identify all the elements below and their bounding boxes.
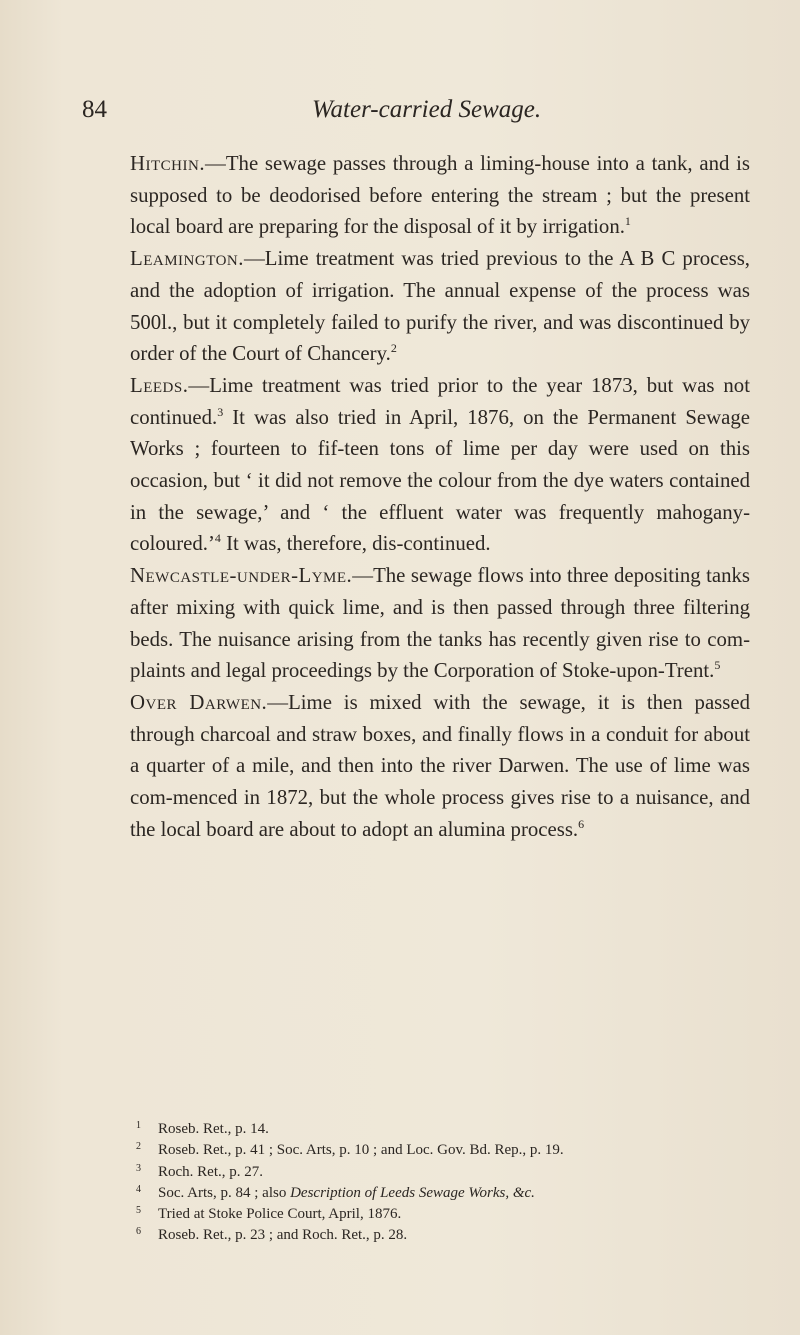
footnote-mark: 4 [136, 1183, 141, 1195]
footnote-mark: 2 [136, 1141, 141, 1153]
page-header [82, 96, 722, 136]
footnote-text: Roseb. Ret., p. 14. [158, 1121, 269, 1137]
footnote-ref: 1 [624, 214, 631, 229]
page-number: 84 [82, 96, 107, 123]
paragraph-text: —Lime is mixed with the sewage, it is then passed through charcoal and straw boxes, and finally flows in a conduit for about a quarter of a mile, and then into the river Darwen. The use of lime was com-menced in 1872, but the whole process gives rise to a nuisance, and the local board are about to adopt an alumina process. [130, 690, 750, 841]
footnote-text: Soc. Arts, p. 84 ; also [158, 1184, 291, 1201]
paragraph-text: —The sewage flows into three depositing tanks after mixing with quick lime, and is then passed through three filtering beds. The nuisance arising from the tanks has recently given rise to com-plaints and legal proceedings by the Corporation of Stoke-upon-Trent. [130, 564, 750, 683]
running-title: Water-carried Sewage. [312, 96, 542, 123]
footnote [136, 1160, 756, 1181]
place-heading: Hitchin. [130, 152, 206, 175]
footnote [136, 1117, 756, 1138]
place-heading: Over Darwen. [130, 690, 268, 714]
paragraph-text: It was, therefore, dis-continued. [220, 532, 491, 556]
footnote [136, 1202, 756, 1223]
paragraph-text: It was also tried in April, 1876, on the Permanent Sewage Works ; fourteen to fif-teen tons of lime per day were used on this occasion, but ‘ it did not remove the colour from the dye waters contained in the sewage,’ and ‘ the effluent water was frequently mahogany-coloured.’ [130, 405, 750, 556]
footnote-text: Tried at Stoke Police Court, April, 1876. [158, 1206, 402, 1223]
footnote [136, 1223, 756, 1244]
footnote-ref: 5 [714, 658, 721, 673]
footnote-italic-title: Description of Leeds Sewage Works, &c. [290, 1184, 535, 1201]
footnote [136, 1181, 756, 1202]
paragraph-hitchin [130, 148, 750, 243]
paragraph-leeds [130, 370, 750, 560]
footnote-mark: 1 [136, 1120, 141, 1131]
place-heading: Leeds. [130, 373, 189, 397]
body-text [130, 148, 750, 845]
paragraph-text: —Lime treatment was tried previous to the A B C process, and the adoption of irrigation. The annual expense of the process was 500l., but it completely failed to purify the river, and was discontinued by order of the Court of Chancery. [130, 247, 750, 366]
footnote-text: Roch. Ret., p. 27. [158, 1163, 263, 1180]
footnotes [136, 1117, 756, 1245]
footnote-mark: 3 [136, 1162, 141, 1174]
footnote-ref: 2 [390, 341, 397, 356]
paragraph-text: —Lime treatment was tried prior to the year 1873, but was not continued. [130, 373, 750, 429]
place-heading: Leamington. [130, 247, 244, 271]
footnote-ref: 4 [214, 531, 221, 546]
place-heading: Newcastle-under-Lyme. [130, 564, 353, 588]
footnote-ref: 3 [217, 404, 224, 419]
paragraph-text: —The sewage passes through a liming-house into a tank, and is supposed to be deodorised before entering the stream ; but the present local board are preparing for the disposal of it by irrigation. [130, 152, 750, 239]
footnote-mark: 6 [136, 1226, 141, 1238]
footnote-mark: 5 [136, 1205, 141, 1217]
paragraph-over-darwen [130, 687, 750, 846]
footnote [136, 1138, 756, 1159]
paragraph-newcastle [130, 560, 750, 687]
footnote-ref: 6 [578, 816, 585, 831]
footnote-text: Roseb. Ret., p. 23 ; and Roch. Ret., p. 28. [158, 1227, 408, 1244]
paragraph-leamington [130, 243, 750, 370]
footnote-text: Roseb. Ret., p. 41 ; Soc. Arts, p. 10 ; and Loc. Gov. Bd. Rep., p. 19. [158, 1142, 564, 1159]
